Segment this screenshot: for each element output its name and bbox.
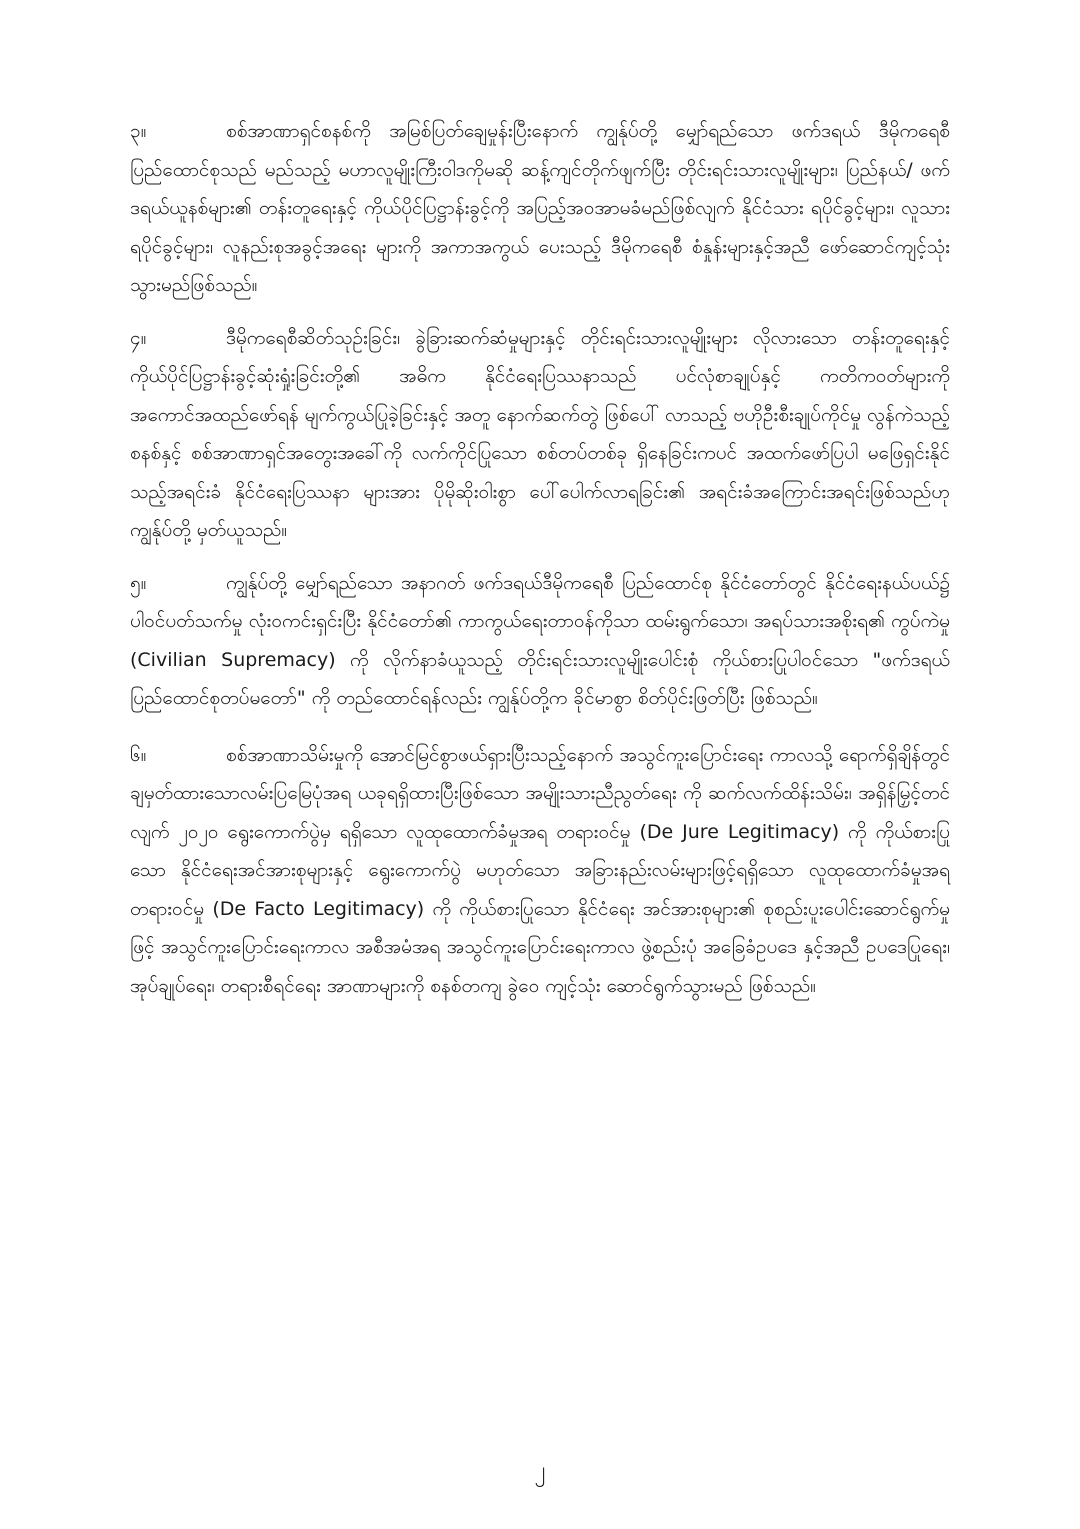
paragraph-5	[130, 564, 950, 718]
paragraph-number: ၆။	[130, 743, 147, 766]
paragraph-text: ဒီမိုကရေစီဆိတ်သုဉ်းခြင်း၊ ခွဲခြားဆက်ဆံမှုများနှင့် တိုင်းရင်းသားလူမျိုးများ လိုလားသော တန်းတူရေးနှင့် ကိုယ်ပိုင်ပြဋ္ဌာန်းခွင့်ဆုံးရှုံးခြင်းတို့၏ အဓိက နိုင်ငံရေးပြဿနာသည် ပင်လုံစာချုပ်နှင့် ကတိကဝတ်များကို အကောင်အထည်ဖော်ရန် မျက်ကွယ်ပြုခဲ့ခြင်းနှင့် အတူ နောက်ဆက်တွဲ ဖြစ်ပေါ် လာသည့် ဗဟိုဦးစီးချုပ်ကိုင်မှု လွန်ကဲသည့်စနစ်နှင့် စစ်အာဏာရှင်အတွေးအခေါ်ကို လက်ကိုင်ပြုသော စစ်တပ်တစ်ခု ရှိနေခြင်းကပင် အထက်ဖော်ပြပါ မဖြေရှင်းနိုင်သည့်အရင်းခံ နိုင်ငံရေးပြဿနာ များအား ပိုမိုဆိုးဝါးစွာ ပေါ်ပေါက်လာရခြင်း၏ အရင်းခံအကြောင်းအရင်းဖြစ်သည်ဟု ကျွန်ုပ်တို့ မှတ်ယူသည်။	[130, 326, 950, 541]
paragraph-number: ၅။	[130, 571, 147, 594]
paragraph-3	[130, 112, 950, 305]
paragraph-text: ကျွန်ုပ်တို့ မျှော်ရည်သော အနာဂတ် ဖက်ဒရယ်ဒီမိုကရေစီ ပြည်ထောင်စု နိုင်ငံတော်တွင် နိုင်ငံရေးနယ်ပယ်၌ ပါဝင်ပတ်သက်မှု လုံးဝကင်းရှင်းပြီး နိုင်ငံတော်၏ ကာကွယ်ရေးတာဝန်ကိုသာ ထမ်းရွက်သော၊ အရပ်သားအစိုးရ၏ ကွပ်ကဲမှု (Civilian Supremacy) ကို လိုက်နာခံယူသည့် တိုင်းရင်းသားလူမျိုးပေါင်းစုံ ကိုယ်စားပြုပါဝင်သော "ဖက်ဒရယ်ပြည်ထောင်စုတပ်မတော်" ကို တည်ထောင်ရန်လည်း ကျွန်ုပ်တို့က ခိုင်မာစွာ စိတ်ပိုင်းဖြတ်ပြီး ဖြစ်သည်။	[130, 571, 950, 709]
paragraph-6	[130, 736, 950, 1006]
paragraph-number: ၃။	[130, 120, 147, 142]
paragraph-number: ၄။	[130, 326, 147, 349]
paragraph-4	[130, 319, 950, 550]
paragraph-text: စစ်အာဏာရှင်စနစ်ကို အမြစ်ပြတ်ချေမှုန်းပြီးနောက် ကျွန်ုပ်တို့ မျှော်ရည်သော ဖက်ဒရယ် ဒီမိုကရေစီပြည်ထောင်စုသည် မည်သည့် မဟာလူမျိုးကြီးဝါဒကိုမဆို ဆန့်ကျင်တိုက်ဖျက်ပြီး တိုင်းရင်းသားလူမျိုးများ၊ ပြည်နယ်/ ဖက်ဒရယ်ယူနစ်များ၏ တန်းတူရေးနှင့် ကိုယ်ပိုင်ပြဋ္ဌာန်းခွင့်ကို အပြည့်အဝအာမခံမည်ဖြစ်လျက် နိုင်ငံသား ရပိုင်ခွင့်များ၊ လူသားရပိုင်ခွင့်များ၊ လူနည်းစုအခွင့်အရေး များကို အကာအကွယ် ပေးသည့် ဒီမိုကရေစီ စံနှုန်းများနှင့်အညီ ဖော်ဆောင်ကျင့်သုံးသွားမည်ဖြစ်သည်။	[130, 120, 950, 296]
page-number: ၂	[534, 1458, 546, 1483]
paragraph-text: စစ်အာဏာသိမ်းမှုကို အောင်မြင်စွာဖယ်ရှားပြီးသည့်နောက် အသွင်ကူးပြောင်းရေး ကာလသို့ ရောက်ရှိချိန်တွင် ချမှတ်ထားသောလမ်းပြမြေပုံအရ ယခုရရှိထားပြီးဖြစ်သော အမျိုးသားညီညွတ်ရေး ကို ဆက်လက်ထိန်းသိမ်း၊ အရှိန်မြှင့်တင်လျက် ၂၀၂၀ ရွေးကောက်ပွဲမှ ရရှိသော လူထုထောက်ခံမှုအရ တရားဝင်မှု (De Jure Legitimacy) ကို ကိုယ်စားပြုသော နိုင်ငံရေးအင်အားစုများနှင့် ရွေးကောက်ပွဲ မဟုတ်သော အခြားနည်းလမ်းများဖြင့်ရရှိသော လူထုထောက်ခံမှုအရ တရားဝင်မှု (De Facto Legitimacy) ကို ကိုယ်စားပြုသော နိုင်ငံရေး အင်အားစုများ၏ စုစည်းပူးပေါင်းဆောင်ရွက်မှုဖြင့် အသွင်ကူးပြောင်းရေးကာလ အစီအမံအရ အသွင်ကူးပြောင်းရေးကာလ ဖွဲ့စည်းပုံ အခြေခံဥပဒေ နှင့်အညီ ဥပဒေပြုရေး၊ အုပ်ချုပ်ရေး၊ တရားစီရင်ရေး အာဏာများကို စနစ်တကျ ခွဲဝေ ကျင့်သုံး ဆောင်ရွက်သွားမည် ဖြစ်သည်။	[130, 743, 950, 997]
